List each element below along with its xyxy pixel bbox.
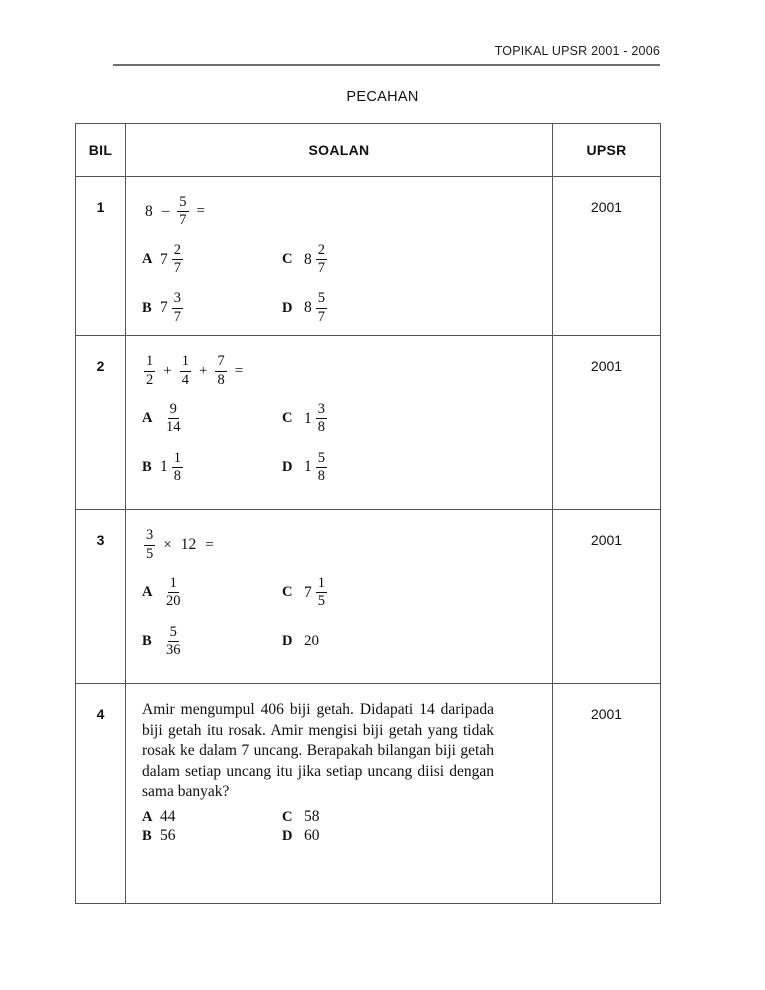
upsr-year-cell xyxy=(553,510,661,684)
whole-part: 8 xyxy=(304,299,312,317)
option-value xyxy=(160,402,282,436)
fraction-numerator: 1 xyxy=(180,354,191,371)
option-label: C xyxy=(282,808,293,825)
option-value: 56 xyxy=(160,827,176,845)
fraction xyxy=(177,195,188,229)
fraction-denominator: 36 xyxy=(166,641,181,658)
fraction xyxy=(316,291,327,325)
fraction-numerator: 1 xyxy=(144,354,155,371)
mixed-number xyxy=(160,451,185,485)
running-header: TOPIKAL UPSR 2001 - 2006 xyxy=(494,44,660,58)
fraction-denominator: 8 xyxy=(317,467,325,484)
fraction-denominator: 14 xyxy=(166,419,181,436)
option-value xyxy=(304,243,538,277)
fraction xyxy=(144,354,155,388)
upsr-year-cell xyxy=(553,336,661,510)
header-rule xyxy=(113,64,660,66)
upsr-year-cell xyxy=(553,177,661,336)
row-number: 1 xyxy=(96,199,105,215)
option-label: B xyxy=(142,299,152,316)
expr-operator: × xyxy=(163,536,172,553)
fraction-denominator: 4 xyxy=(181,371,189,388)
option-label: D xyxy=(282,632,293,649)
mixed-number xyxy=(304,291,329,325)
expr-term: 8 xyxy=(145,203,153,221)
fraction-numerator: 2 xyxy=(316,243,327,260)
fraction-denominator: 2 xyxy=(146,371,154,388)
fraction-denominator: 8 xyxy=(317,419,325,436)
fraction-denominator: 5 xyxy=(146,545,154,562)
option-value xyxy=(160,625,282,659)
fraction-numerator: 3 xyxy=(172,291,183,308)
fraction-denominator: 8 xyxy=(173,467,181,484)
option-label: A xyxy=(142,251,153,268)
fraction-numerator: 5 xyxy=(316,451,327,468)
fraction-numerator: 3 xyxy=(316,402,327,419)
question-cell xyxy=(126,336,553,510)
fraction-denominator: 7 xyxy=(317,308,325,325)
expr-operator: + xyxy=(198,362,208,379)
option-value xyxy=(304,451,538,485)
fraction-denominator: 20 xyxy=(166,593,181,610)
questions-table xyxy=(75,123,661,904)
expr-equals: = xyxy=(196,203,205,220)
row-number: 3 xyxy=(96,532,105,549)
row-number: 2 xyxy=(96,358,105,375)
fraction-denominator: 7 xyxy=(173,260,181,277)
mixed-number xyxy=(160,625,185,659)
option-value xyxy=(160,243,282,277)
mixed-number xyxy=(304,576,329,610)
fraction-numerator: 5 xyxy=(168,625,179,642)
fraction xyxy=(164,576,183,610)
option-label: B xyxy=(142,458,152,475)
option-label: A xyxy=(142,808,153,825)
column-header-upsr: UPSR xyxy=(553,124,661,177)
option-label: A xyxy=(142,584,153,601)
row-number-cell xyxy=(76,510,126,684)
column-header-soalan: SOALAN xyxy=(126,124,553,177)
fraction-numerator: 1 xyxy=(172,451,183,468)
fraction-denominator: 7 xyxy=(317,260,325,277)
row-number-cell xyxy=(76,177,126,336)
option-label: C xyxy=(282,584,293,601)
fraction xyxy=(316,451,327,485)
column-header-bil: BIL xyxy=(76,124,126,177)
answer-options xyxy=(142,576,538,658)
option-label: D xyxy=(282,827,293,844)
whole-part: 7 xyxy=(160,250,168,268)
question-expression xyxy=(142,528,538,562)
answer-options xyxy=(142,808,538,845)
fraction-denominator: 7 xyxy=(179,212,187,229)
fraction-denominator: 5 xyxy=(317,593,325,610)
expr-equals: = xyxy=(205,536,214,553)
fraction-denominator: 7 xyxy=(173,308,181,325)
option-label: B xyxy=(142,632,152,649)
answer-options xyxy=(142,243,538,325)
row-number-cell xyxy=(76,684,126,904)
mixed-number xyxy=(304,402,329,436)
fraction-denominator: 8 xyxy=(217,371,225,388)
page-title: PECAHAN xyxy=(346,89,419,105)
fraction xyxy=(172,451,183,485)
question-expression xyxy=(142,195,538,229)
fraction-numerator: 9 xyxy=(168,402,179,419)
whole-part: 1 xyxy=(304,458,312,476)
option-value xyxy=(304,291,538,325)
upsr-year: 2001 xyxy=(590,358,623,375)
question-expression xyxy=(142,354,538,388)
upsr-year: 2001 xyxy=(590,532,623,549)
fraction xyxy=(215,354,226,388)
fraction-numerator: 5 xyxy=(316,291,327,308)
option-label: A xyxy=(142,410,153,427)
fraction-numerator: 7 xyxy=(215,354,226,371)
row-number: 4 xyxy=(96,706,105,723)
questions-body xyxy=(76,177,661,904)
fraction-numerator: 3 xyxy=(144,528,155,545)
upsr-year: 2001 xyxy=(590,199,623,215)
table-row xyxy=(76,336,661,510)
option-value xyxy=(160,576,282,610)
option-value xyxy=(160,451,282,485)
option-value: 44 xyxy=(160,808,176,826)
fraction xyxy=(144,528,155,562)
option-value xyxy=(304,576,538,610)
fraction-numerator: 1 xyxy=(316,576,327,593)
fraction xyxy=(164,625,183,659)
expr-term: 12 xyxy=(180,536,197,554)
upsr-year: 2001 xyxy=(590,706,623,723)
option-value: 58 xyxy=(304,808,320,826)
mixed-number xyxy=(304,243,329,277)
expr-equals: = xyxy=(234,362,244,379)
question-cell xyxy=(126,510,553,684)
mixed-number xyxy=(160,576,185,610)
whole-part: 1 xyxy=(304,409,312,427)
fraction xyxy=(172,243,183,277)
option-label: C xyxy=(282,410,293,427)
fraction xyxy=(164,402,183,436)
option-value xyxy=(160,291,282,325)
mixed-number xyxy=(304,451,329,485)
fraction xyxy=(316,402,327,436)
whole-part: 8 xyxy=(304,250,312,268)
expr-operator: + xyxy=(163,362,172,379)
option-label: C xyxy=(282,251,293,268)
fraction xyxy=(316,243,327,277)
question-cell xyxy=(126,177,553,336)
mixed-number xyxy=(160,402,185,436)
question-text: Amir mengumpul 406 biji getah. Didapati 14 daripada biji getah itu rosak. Amir mengisi biji getah yang tidak rosak ke dalam 7 uncang. Berapakah bilangan biji getah dalam setiap uncang itu jika setiap uncang diisi dengan sama banyak? xyxy=(142,701,494,800)
row-number-cell xyxy=(76,336,126,510)
answer-options xyxy=(142,402,538,484)
fraction xyxy=(316,576,327,610)
expr-operator: – xyxy=(161,203,170,220)
fraction xyxy=(180,354,191,388)
whole-part: 1 xyxy=(160,458,168,476)
fraction-numerator: 5 xyxy=(177,195,188,212)
table-row xyxy=(76,684,661,904)
upsr-year-cell xyxy=(553,684,661,904)
question-cell xyxy=(126,684,553,904)
option-value xyxy=(304,402,538,436)
whole-part: 7 xyxy=(160,299,168,317)
option-label: D xyxy=(282,299,293,316)
fraction xyxy=(172,291,183,325)
option-value: 60 xyxy=(304,827,320,845)
fraction-numerator: 2 xyxy=(172,243,183,260)
table-header-row xyxy=(76,124,661,177)
whole-part: 7 xyxy=(304,583,312,601)
option-label: B xyxy=(142,827,152,844)
table-row xyxy=(76,177,661,336)
option-value: 20 xyxy=(304,632,319,649)
fraction-numerator: 1 xyxy=(168,576,179,593)
table-row xyxy=(76,510,661,684)
mixed-number xyxy=(160,243,185,277)
option-label: D xyxy=(282,458,293,475)
mixed-number xyxy=(160,291,185,325)
